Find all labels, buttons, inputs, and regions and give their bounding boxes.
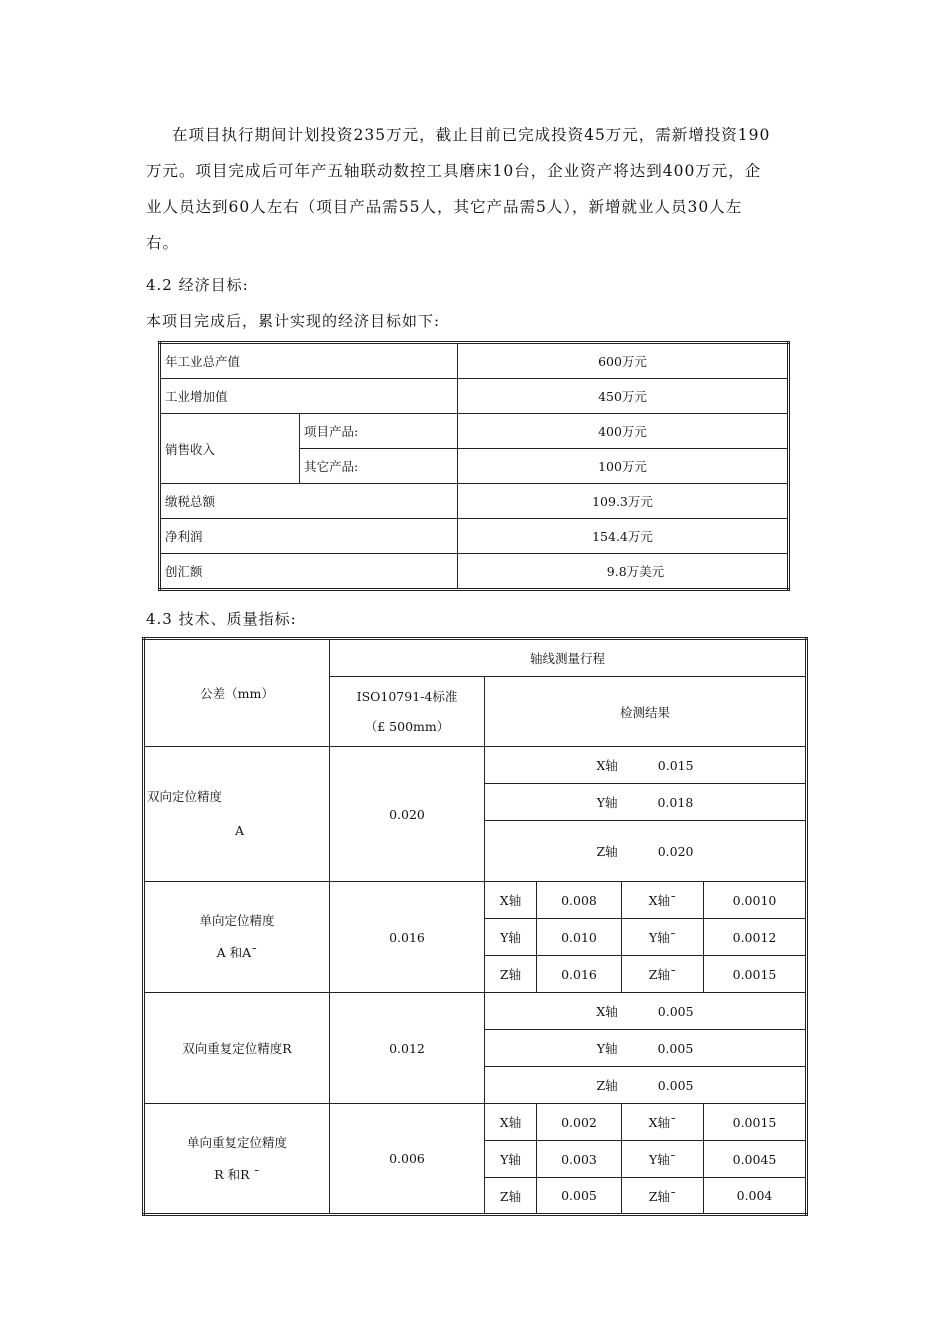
axis-label: X轴 [596,1004,618,1019]
econ-value: 600万元 [458,343,789,379]
axis-result [485,747,807,784]
standard-value: 0.006 [330,1104,485,1215]
axis-label: X轴¯ [622,1104,704,1141]
axis-label: X轴 [485,882,537,919]
axis-label: Z轴 [596,1078,618,1093]
intro-line-1: 在项目执行期间计划投资235万元，截止目前已完成投资45万元，需新增投资190 [172,126,771,144]
axis-value: 0.0012 [704,919,807,956]
result-header: 检测结果 [485,677,807,747]
econ-value: 100万元 [458,449,789,484]
intro-paragraph [146,117,806,261]
axis-value: 0.005 [657,1078,694,1093]
group-name: 单向定位精度 [199,913,275,928]
table-row [144,1104,807,1141]
section-4-2-heading: 4.2 经济目标: [146,276,249,294]
section-4-3-heading: 4.3 技术、质量指标: [146,610,297,628]
econ-value: 450万元 [458,379,789,414]
axis-value: 0.005 [537,1178,622,1215]
axis-value: 0.020 [657,844,694,859]
table-row [160,554,789,590]
intro-line-3: 业人员达到60人左右（项目产品需55人，其它产品需5人），新增就业人员30人左 [146,198,743,216]
group-name: 单向重复定位精度 [186,1134,287,1150]
axis-label: Z轴 [596,844,618,859]
axis-label: Z轴 [485,1178,537,1215]
axis-value: 0.008 [537,882,622,919]
axis-value: 0.015 [657,758,694,773]
econ-value: 109.3万元 [458,484,789,519]
econ-sub-label: 项目产品: [300,414,458,449]
economic-targets-table [158,341,790,591]
standard-header-line-1: ISO10791-4标准 [356,688,458,704]
axis-value: 0.0015 [704,1104,807,1141]
unidirectional-repeatability-label [144,1104,330,1215]
econ-label: 创汇额 [160,554,458,590]
axis-range-header: 轴线测量行程 [330,639,807,677]
standard-header [330,677,485,747]
econ-label: 净利润 [160,519,458,554]
econ-value: 9.8万美元 [458,554,789,590]
econ-sub-label: 其它产品: [300,449,458,484]
axis-value: 0.004 [704,1178,807,1215]
axis-label: X轴¯ [622,882,704,919]
group-symbol: R 和R ¯ [214,1166,260,1182]
standard-value: 0.012 [330,993,485,1104]
table-row [160,414,789,449]
axis-result [485,821,807,882]
axis-value: 0.018 [657,795,694,810]
intro-line-2: 万元。项目完成后可年产五轴联动数控工具磨床10台，企业资产将达到400万元，企 [146,162,762,180]
axis-value: 0.005 [657,1004,694,1019]
table-row [144,747,807,784]
bidirectional-positioning-label [144,747,330,882]
technical-quality-table [142,637,808,1216]
standard-value: 0.016 [330,882,485,993]
econ-label: 工业增加值 [160,379,458,414]
axis-value: 0.002 [537,1104,622,1141]
group-name: 双向定位精度 [147,789,223,804]
econ-value: 400万元 [458,414,789,449]
axis-result [485,1067,807,1104]
axis-value: 0.0045 [704,1141,807,1178]
axis-result [485,993,807,1030]
axis-value: 0.016 [537,956,622,993]
axis-value: 0.003 [537,1141,622,1178]
axis-label: X轴 [485,1104,537,1141]
econ-label: 销售收入 [160,414,300,484]
table-row [160,379,789,414]
axis-result [485,784,807,821]
econ-label: 年工业总产值 [160,343,458,379]
axis-label: Y轴¯ [622,1141,704,1178]
econ-value: 154.4万元 [458,519,789,554]
axis-label: Z轴 [485,956,537,993]
bidirectional-repeatability-label: 双向重复定位精度R [144,993,330,1104]
axis-value: 0.0010 [704,882,807,919]
unidirectional-positioning-label [144,882,330,993]
tolerance-header: 公差（mm） [144,639,330,747]
axis-value: 0.010 [537,919,622,956]
table-row [144,993,807,1030]
axis-result [485,1030,807,1067]
axis-value: 0.005 [657,1041,694,1056]
axis-label: Y轴¯ [622,919,704,956]
table-row [160,484,789,519]
table-row [144,882,807,919]
axis-label: Y轴 [596,795,618,810]
standard-header-line-2: （£ 500mm） [364,718,450,734]
axis-label: X轴 [596,758,618,773]
axis-label: Y轴 [596,1041,618,1056]
table-row [160,343,789,379]
intro-line-4: 右。 [146,234,180,252]
axis-label: Y轴 [485,1141,537,1178]
axis-label: Y轴 [485,919,537,956]
group-symbol: A 和A¯ [216,945,258,960]
table-row [144,639,807,677]
econ-label: 缴税总额 [160,484,458,519]
economic-targets-lead: 本项目完成后，累计实现的经济目标如下: [146,312,441,330]
table-row [160,519,789,554]
group-symbol: A [235,823,245,838]
standard-value: 0.020 [330,747,485,882]
axis-label: Z轴¯ [622,1178,704,1215]
axis-label: Z轴¯ [622,956,704,993]
axis-value: 0.0015 [704,956,807,993]
